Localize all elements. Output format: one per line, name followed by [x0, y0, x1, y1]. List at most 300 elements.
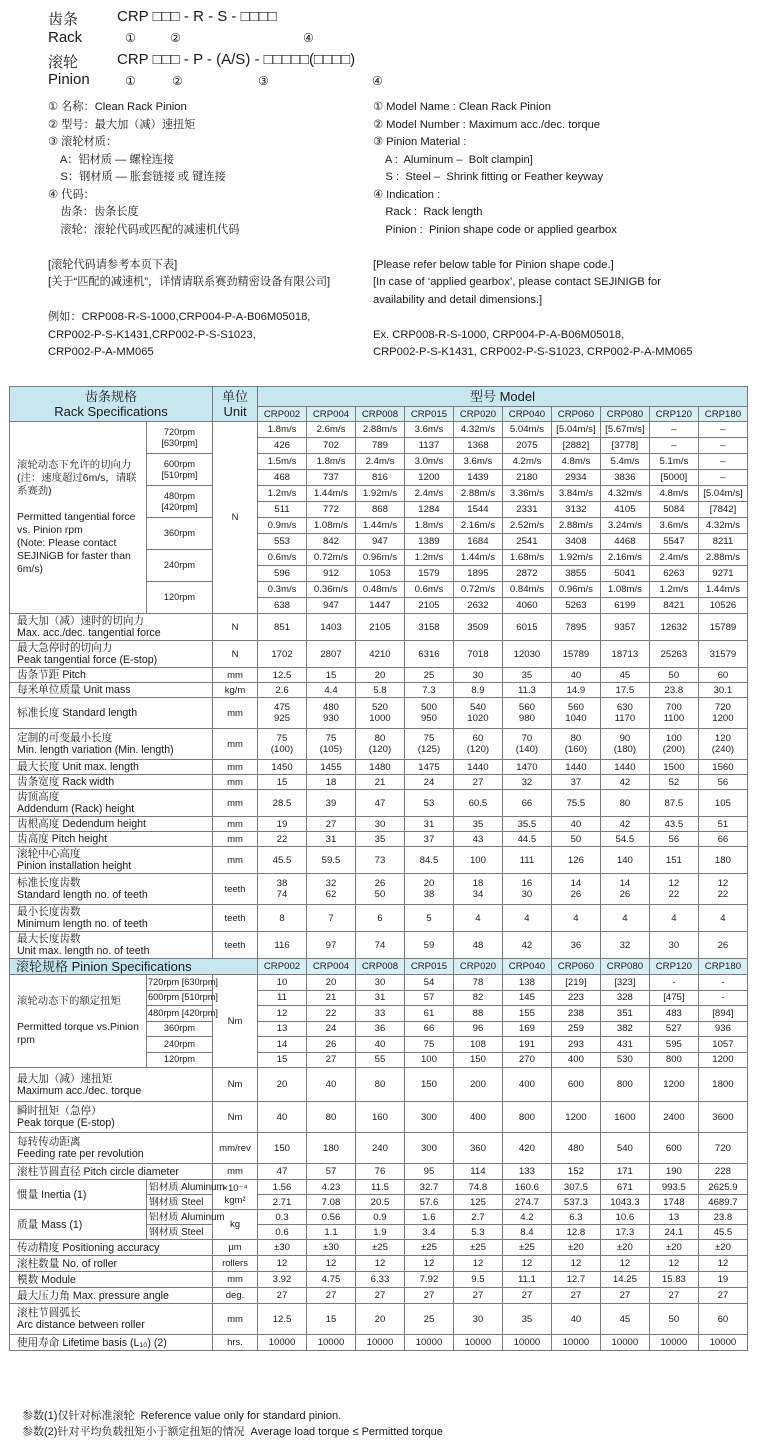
value-cell: 27: [307, 1288, 356, 1304]
value-cell: 66: [502, 790, 551, 817]
value-cell: 60: [698, 668, 747, 683]
pinion-mark-1: ①: [125, 74, 136, 88]
value-cell: 947: [307, 598, 356, 614]
value-cell: 13: [649, 1210, 698, 1225]
value-cell: 2541: [502, 534, 551, 550]
value-cell: 4.32m/s: [600, 486, 649, 502]
legend-en-line: CRP002-P-S-K1431, CRP002-P-S-S1023, CRP002-P-A-MM065: [373, 346, 693, 358]
value-cell: 111: [502, 847, 551, 874]
value-cell: –: [649, 422, 698, 438]
value-cell: 2180: [502, 470, 551, 486]
value-cell: 3600: [698, 1102, 747, 1133]
table-row: [10, 817, 748, 832]
value-cell: 1053: [355, 566, 404, 582]
pinion-spec-title: 滚轮规格 Pinion Specifications: [10, 959, 258, 975]
legend-en-line: [373, 239, 693, 257]
value-cell: 500 950: [404, 698, 453, 729]
value-cell: 6.33: [355, 1272, 404, 1288]
value-cell: 30: [649, 932, 698, 959]
value-cell: 400: [453, 1102, 502, 1133]
value-cell: 1.44m/s: [453, 550, 502, 566]
value-cell: 3.0m/s: [404, 454, 453, 470]
pinion-mark-2: ②: [172, 74, 183, 88]
value-cell: 26 50: [355, 874, 404, 905]
value-cell: 14 26: [551, 874, 600, 905]
value-cell: 26: [698, 932, 747, 959]
model-name-cell: CRP015: [404, 407, 453, 422]
value-cell: 1200: [551, 1102, 600, 1133]
value-cell: 40: [355, 1037, 404, 1053]
value-cell: 56: [698, 775, 747, 790]
value-cell: 18: [307, 775, 356, 790]
value-cell: 4.75: [307, 1272, 356, 1288]
value-cell: 1500: [649, 760, 698, 775]
value-cell: 20: [307, 975, 356, 991]
value-cell: 25: [404, 1304, 453, 1335]
value-cell: 27: [404, 1288, 453, 1304]
value-cell: 4.4: [307, 683, 356, 698]
value-cell: 59: [404, 932, 453, 959]
value-cell: 12: [404, 1256, 453, 1272]
value-cell: 57.6: [404, 1195, 453, 1210]
value-cell: 32.7: [404, 1180, 453, 1195]
spec-label: 齿条宽度 Rack width: [10, 775, 213, 790]
value-cell: 35: [502, 668, 551, 683]
value-cell: 10000: [649, 1335, 698, 1351]
value-cell: 1455: [307, 760, 356, 775]
value-cell: 3836: [600, 470, 649, 486]
permitted-torque-label: 滚轮动态下的额定扭矩 Permitted torque vs.Pinion rpm: [10, 975, 147, 1068]
value-cell: 10000: [551, 1335, 600, 1351]
rpm-condition: 720rpm [630rpm]: [147, 975, 213, 991]
spec-label: 最大加（减）速时的切向力 Max. acc./dec. tangential force: [10, 614, 213, 641]
legend-cn-line: [滚轮代码请参考本页下表]: [48, 258, 178, 271]
value-cell: 27: [307, 1052, 356, 1068]
value-cell: 97: [307, 932, 356, 959]
value-cell: -: [698, 990, 747, 1006]
value-cell: 5: [404, 905, 453, 932]
value-cell: 27: [600, 1288, 649, 1304]
value-cell: ±30: [258, 1240, 307, 1256]
unit-cell: N: [213, 422, 258, 614]
table-row: [10, 1240, 748, 1256]
value-cell: 66: [698, 832, 747, 847]
value-cell: 1560: [698, 760, 747, 775]
spec-label: 滚轮中心高度 Pinion installation height: [10, 847, 213, 874]
value-cell: 16 30: [502, 874, 551, 905]
value-cell: ±20: [698, 1240, 747, 1256]
model-name-cell: CRP180: [698, 959, 747, 975]
model-name-cell: CRP008: [355, 407, 404, 422]
value-cell: 0.48m/s: [355, 582, 404, 598]
tangential-force-label: 滚轮动态下允许的切向力 (注：速度超过6m/s，请联系赛劲) Permitted tangential force vs. Pinion rpm (Note: Please contact SEJINiGB for faster than 6m/s): [10, 422, 147, 614]
value-cell: 12 22: [698, 874, 747, 905]
value-cell: 1200: [649, 1068, 698, 1102]
value-cell: 2625.9: [698, 1180, 747, 1195]
value-cell: 3.6m/s: [453, 454, 502, 470]
model-name-cell: CRP120: [649, 407, 698, 422]
table-row: [10, 874, 748, 905]
value-cell: 1.44m/s: [355, 518, 404, 534]
value-cell: 114: [453, 1164, 502, 1180]
value-cell: 1.68m/s: [502, 550, 551, 566]
unit-cell: mm: [213, 698, 258, 729]
value-cell: 2.88m/s: [453, 486, 502, 502]
value-cell: 1.92m/s: [551, 550, 600, 566]
value-cell: 75 (100): [258, 729, 307, 760]
value-cell: 3158: [404, 614, 453, 641]
value-cell: 2105: [355, 614, 404, 641]
value-cell: 12: [258, 1006, 307, 1022]
value-cell: 720: [698, 1133, 747, 1164]
legend-cn-line: 齿条：齿条长度: [48, 206, 139, 218]
value-cell: 4689.7: [698, 1195, 747, 1210]
value-cell: 2400: [649, 1102, 698, 1133]
unit-cell: kg/m: [213, 683, 258, 698]
value-cell: 1057: [698, 1037, 747, 1053]
rpm-condition: 600rpm [510rpm]: [147, 990, 213, 1006]
legend-cn-line: [48, 239, 330, 257]
rack-spec-title: 齿条规格 Rack Specifications: [10, 387, 213, 422]
table-row: [10, 1164, 748, 1180]
value-cell: 480: [551, 1133, 600, 1164]
value-cell: 12: [258, 1256, 307, 1272]
value-cell: 4: [649, 905, 698, 932]
value-cell: 50: [551, 832, 600, 847]
value-cell: [3778]: [600, 438, 649, 454]
value-cell: 7.3: [404, 683, 453, 698]
value-cell: 15: [258, 775, 307, 790]
value-cell: 2.52m/s: [502, 518, 551, 534]
model-name-cell: CRP120: [649, 959, 698, 975]
value-cell: 307.5: [551, 1180, 600, 1195]
value-cell: 426: [258, 438, 307, 454]
value-cell: 87.5: [649, 790, 698, 817]
value-cell: 18 34: [453, 874, 502, 905]
table-row: [10, 1272, 748, 1288]
value-cell: 12: [551, 1256, 600, 1272]
value-cell: 31: [355, 990, 404, 1006]
inertia-label: 惯量 Inertia (1): [10, 1180, 147, 1210]
table-row: [10, 614, 748, 641]
value-cell: ±20: [551, 1240, 600, 1256]
spec-label: 标准长度齿数 Standard length no. of teeth: [10, 874, 213, 905]
value-cell: 2075: [502, 438, 551, 454]
value-cell: 1368: [453, 438, 502, 454]
value-cell: 10000: [453, 1335, 502, 1351]
value-cell: 10000: [600, 1335, 649, 1351]
table-row: [10, 959, 748, 975]
value-cell: 54.5: [600, 832, 649, 847]
value-cell: 2105: [404, 598, 453, 614]
value-cell: 1.2m/s: [404, 550, 453, 566]
value-cell: 73: [355, 847, 404, 874]
value-cell: [894]: [698, 1006, 747, 1022]
unit-cell: teeth: [213, 874, 258, 905]
pinion-mark-3: ③: [258, 74, 269, 88]
rpm-condition: 360rpm: [147, 518, 213, 550]
value-cell: 25263: [649, 641, 698, 668]
value-cell: 6199: [600, 598, 649, 614]
value-cell: 5.8: [355, 683, 404, 698]
pinion-cn-label: 滚轮: [48, 54, 79, 71]
value-cell: 40: [551, 668, 600, 683]
value-cell: 27: [307, 817, 356, 832]
value-cell: 9.5: [453, 1272, 502, 1288]
table-row: [10, 729, 748, 760]
value-cell: 74.8: [453, 1180, 502, 1195]
value-cell: 274.7: [502, 1195, 551, 1210]
value-cell: 2807: [307, 641, 356, 668]
value-cell: 2.71: [258, 1195, 307, 1210]
spec-label: 齿顶高度 Addendum (Rack) height: [10, 790, 213, 817]
value-cell: 1200: [404, 470, 453, 486]
value-cell: 0.9: [355, 1210, 404, 1225]
value-cell: 5263: [551, 598, 600, 614]
value-cell: 14: [258, 1037, 307, 1053]
value-cell: 27: [649, 1288, 698, 1304]
value-cell: 100: [453, 847, 502, 874]
value-cell: 6.3: [551, 1210, 600, 1225]
value-cell: 4.8m/s: [649, 486, 698, 502]
value-cell: 45.5: [698, 1225, 747, 1240]
value-cell: 80: [355, 1068, 404, 1102]
value-cell: 88: [453, 1006, 502, 1022]
value-cell: 0.72m/s: [307, 550, 356, 566]
value-cell: 1684: [453, 534, 502, 550]
value-cell: 3.6m/s: [404, 422, 453, 438]
model-name-cell: CRP080: [600, 407, 649, 422]
legend-en-line: Pinion : Pinion shape code or applied gearbox: [373, 223, 617, 236]
value-cell: 4.8m/s: [551, 454, 600, 470]
value-cell: 15: [307, 1304, 356, 1335]
value-cell: 8.4: [502, 1225, 551, 1240]
unit-cell: mm: [213, 1272, 258, 1288]
value-cell: 530: [600, 1052, 649, 1068]
value-cell: 3132: [551, 502, 600, 518]
value-cell: 27: [698, 1288, 747, 1304]
value-cell: 51: [698, 817, 747, 832]
value-cell: 2.7: [453, 1210, 502, 1225]
model-name-cell: CRP020: [453, 959, 502, 975]
table-row: [10, 641, 748, 668]
value-cell: [7842]: [698, 502, 747, 518]
value-cell: 0.84m/s: [502, 582, 551, 598]
value-cell: 12: [502, 1256, 551, 1272]
table-row: [10, 847, 748, 874]
table-row: [10, 683, 748, 698]
unit-cell: Nm: [213, 1068, 258, 1102]
value-cell: 40: [551, 1304, 600, 1335]
value-cell: 3509: [453, 614, 502, 641]
value-cell: 2.4m/s: [649, 550, 698, 566]
unit-cell: ×10⁻⁴ kgm²: [213, 1180, 258, 1210]
value-cell: 151: [649, 847, 698, 874]
value-cell: 300: [404, 1133, 453, 1164]
value-cell: –: [698, 454, 747, 470]
unit-cell: Nm: [213, 1102, 258, 1133]
rack-en-label: Rack: [48, 29, 83, 46]
value-cell: 702: [307, 438, 356, 454]
value-cell: -: [698, 975, 747, 991]
value-cell: 1.8m/s: [258, 422, 307, 438]
table-row: [10, 1304, 748, 1335]
model-name-cell: CRP060: [551, 959, 600, 975]
legend-english: [373, 99, 693, 362]
value-cell: 43: [453, 832, 502, 847]
value-cell: 527: [649, 1021, 698, 1037]
value-cell: ±20: [600, 1240, 649, 1256]
table-row: [10, 1288, 748, 1304]
value-cell: 10000: [404, 1335, 453, 1351]
value-cell: 48: [453, 932, 502, 959]
table-row: [10, 1068, 748, 1102]
spec-label: 最小长度齿数 Minimum length no. of teeth: [10, 905, 213, 932]
value-cell: 15: [307, 668, 356, 683]
value-cell: 44.5: [502, 832, 551, 847]
unit-cell: mm: [213, 832, 258, 847]
legend-en-line: ② Model Number : Maximum acc./dec. torque: [373, 118, 601, 131]
value-cell: 351: [600, 1006, 649, 1022]
value-cell: 84.5: [404, 847, 453, 874]
table-row: [10, 1133, 748, 1164]
value-cell: 22: [307, 1006, 356, 1022]
legend-cn-line: CRP002-P-S-K1431,CRP002-P-S-S1023,: [48, 328, 256, 341]
table-row: [10, 1256, 748, 1272]
value-cell: ±20: [649, 1240, 698, 1256]
value-cell: 4.23: [307, 1180, 356, 1195]
value-cell: 3.6m/s: [649, 518, 698, 534]
value-cell: 4.32m/s: [698, 518, 747, 534]
value-cell: 76: [355, 1164, 404, 1180]
legend-cn-line: A：铝材质 — 螺栓连接: [48, 153, 175, 166]
value-cell: [219]: [551, 975, 600, 991]
value-cell: 671: [600, 1180, 649, 1195]
value-cell: 1480: [355, 760, 404, 775]
value-cell: 3.92: [258, 1272, 307, 1288]
value-cell: 1447: [355, 598, 404, 614]
value-cell: –: [698, 470, 747, 486]
value-cell: [5.04m/s]: [698, 486, 747, 502]
pinion-code: CRP □□□ - P - (A/S) - □□□□□(□□□□): [117, 51, 356, 68]
header-area: [0, 0, 758, 380]
value-cell: –: [649, 438, 698, 454]
value-cell: 10000: [698, 1335, 747, 1351]
value-cell: 7.92: [404, 1272, 453, 1288]
value-cell: 11.5: [355, 1180, 404, 1195]
value-cell: 2.4m/s: [404, 486, 453, 502]
table-row: [10, 422, 748, 438]
unit-cell: Nm: [213, 975, 258, 1068]
value-cell: 431: [600, 1037, 649, 1053]
spec-label: 模数 Module: [10, 1272, 213, 1288]
unit-cell: mm: [213, 729, 258, 760]
value-cell: 2.16m/s: [453, 518, 502, 534]
value-cell: 1702: [258, 641, 307, 668]
value-cell: 737: [307, 470, 356, 486]
value-cell: 1.2m/s: [258, 486, 307, 502]
value-cell: 4.32m/s: [453, 422, 502, 438]
value-cell: 1475: [404, 760, 453, 775]
value-cell: 6: [355, 905, 404, 932]
value-cell: 1748: [649, 1195, 698, 1210]
value-cell: 70 (140): [502, 729, 551, 760]
value-cell: 60: [698, 1304, 747, 1335]
unit-cell: mm: [213, 1164, 258, 1180]
value-cell: [5.04m/s]: [551, 422, 600, 438]
value-cell: 42: [600, 817, 649, 832]
value-cell: 10000: [355, 1335, 404, 1351]
value-cell: 57: [404, 990, 453, 1006]
rpm-condition: 240rpm: [147, 1037, 213, 1053]
rpm-condition: 120rpm: [147, 582, 213, 614]
value-cell: 7: [307, 905, 356, 932]
value-cell: 105: [698, 790, 747, 817]
value-cell: 5041: [600, 566, 649, 582]
value-cell: 400: [502, 1068, 551, 1102]
unit-cell: rollers: [213, 1256, 258, 1272]
value-cell: 1.9: [355, 1225, 404, 1240]
unit-cell: mm: [213, 790, 258, 817]
value-cell: 0.9m/s: [258, 518, 307, 534]
value-cell: 120 (240): [698, 729, 747, 760]
value-cell: 30: [453, 668, 502, 683]
legend-cn-line: ④ 代码：: [48, 188, 95, 201]
value-cell: 1.92m/s: [355, 486, 404, 502]
value-cell: 480 930: [307, 698, 356, 729]
value-cell: 2.88m/s: [698, 550, 747, 566]
value-cell: 468: [258, 470, 307, 486]
value-cell: 360: [453, 1133, 502, 1164]
value-cell: 56: [649, 832, 698, 847]
value-cell: 3408: [551, 534, 600, 550]
value-cell: 55: [355, 1052, 404, 1068]
value-cell: 12632: [649, 614, 698, 641]
value-cell: 12.5: [258, 1304, 307, 1335]
value-cell: 17.5: [600, 683, 649, 698]
value-cell: 35: [355, 832, 404, 847]
legend-en-line: ④ Indication :: [373, 188, 441, 201]
value-cell: 24: [307, 1021, 356, 1037]
unit-cell: mm: [213, 1304, 258, 1335]
legend-en-line: ① Model Name : Clean Rack Pinion: [373, 101, 551, 113]
material-steel: 钢材质 Steel: [147, 1195, 213, 1210]
value-cell: 140: [600, 847, 649, 874]
value-cell: 75 (125): [404, 729, 453, 760]
value-cell: 31: [404, 817, 453, 832]
value-cell: 82: [453, 990, 502, 1006]
rpm-condition: 120rpm: [147, 1052, 213, 1068]
rpm-condition: 600rpm [510rpm]: [147, 454, 213, 486]
unit-cell: teeth: [213, 905, 258, 932]
value-cell: 600: [649, 1133, 698, 1164]
spec-label: 每米单位质量 Unit mass: [10, 683, 213, 698]
unit-cell: N: [213, 641, 258, 668]
value-cell: 60.5: [453, 790, 502, 817]
value-cell: 259: [551, 1021, 600, 1037]
spec-label: 齿高度 Pitch height: [10, 832, 213, 847]
legend-en-line: Rack : Rack length: [373, 206, 483, 218]
value-cell: 2331: [502, 502, 551, 518]
table-row: [10, 1210, 748, 1225]
value-cell: 2934: [551, 470, 600, 486]
spec-label: 滚柱数量 No. of roller: [10, 1256, 213, 1272]
value-cell: 24: [404, 775, 453, 790]
value-cell: 30.1: [698, 683, 747, 698]
legend-cn-line: S：钢材质 — 胀套链接 或 键连接: [48, 171, 226, 183]
value-cell: 0.6: [258, 1225, 307, 1240]
legend-cn-line: CRP002-P-A-MM065: [48, 346, 154, 358]
